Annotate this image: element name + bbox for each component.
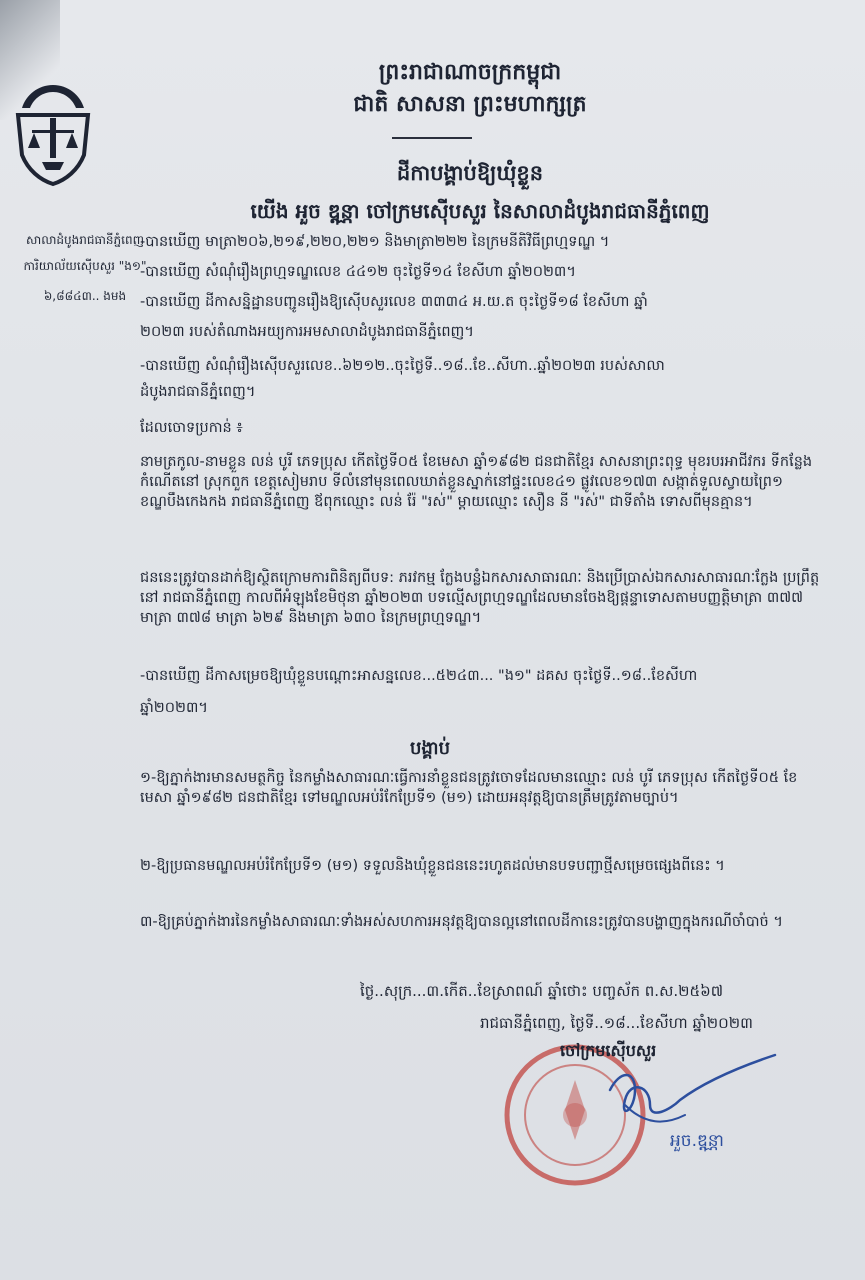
order-item-1: ១-ឱ្យភ្នាក់ងារមានសមត្ថកិច្ច នៃកម្លាំងសាធារណៈធ្វើការនាំខ្លួនជនត្រូវចោទដែលមានឈ្មោះ លន់ បូរី ភេទប្រុស កើតថ្ងៃទី០៥ ខែមេសា ឆ្នាំ១៩៨២ ជនជាតិខ្មែរ ទៅមណ្ឌលអប់រំកែប្រែទី១ (ម១) ដោយអនុវត្តឱ្យបានត្រឹមត្រូវតាមច្បាប់។ bbox=[140, 770, 798, 806]
org-office: ការិយាល័យស៊ើបសួរ "ង១" bbox=[23, 259, 147, 273]
seen-detention-order-cont: ឆ្នាំ២០២៣។ bbox=[140, 700, 208, 716]
issuer-line: យើង អួច ឌុន្ណា ចៅក្រមស៊ើបសួរ នៃសាលាដំបូងរាជធានីភ្នំពេញ bbox=[250, 199, 710, 223]
order-item-2: ២-ឱ្យប្រធានមណ្ឌលអប់រំកែប្រែទី១ (ម១) ទទួលនិងឃុំខ្លួនជននេះរហូតដល់មានបទបញ្ជាថ្មីសម្រេចផ្សេងពីនេះ ។ bbox=[140, 858, 725, 874]
seen-prosecutor-order-cont: ២០២៣ របស់តំណាងអយ្យការអមសាលាដំបូងរាជធានីភ្នំពេញ។ bbox=[140, 324, 474, 340]
seen-investigation-file-cont: ដំបូងរាជធានីភ្នំពេញ។ bbox=[140, 384, 256, 400]
seen-prosecutor-order: -បានឃើញ ដីកាសន្និដ្ឋានបញ្ជូនរឿងឱ្យស៊ើបសួរលេខ ៣៣៣៤ អ.យ.ត ចុះថ្ងៃទី១៨ ខែសីហា ឆ្នាំ bbox=[140, 294, 648, 310]
charges-paragraph: ជននេះត្រូវបានដាក់ឱ្យស្ថិតក្រោមការពិនិត្យពីបទ: ភរវកម្ម ក្លែងបន្លំឯកសារសាធារណៈ និងប្រើប្រាស់ឯកសារសាធារណៈក្លែង ប្រព្រឹត្តនៅ រាជធានីភ្នំពេញ កាលពីអំឡុងខែមិថុនា ឆ្នាំ២០២៣ បទល្មើសព្រហ្មទណ្ឌដែលមានចែងឱ្យផ្តន្ទាទោសតាមបញ្ញត្តិមាត្រា ៣៧៧ មាត្រា ៣៧៨ មាត្រា ៦២៩ និងមាត្រា ៦៣០ នៃក្រមព្រហ្មទណ្ឌ។ bbox=[140, 570, 820, 626]
motto-line: ជាតិ សាសនា ព្រះមហាក្សត្រ bbox=[353, 92, 587, 117]
header-divider bbox=[392, 137, 472, 139]
lunar-date: ថ្ងៃ..សុក្រ...៣.កើត..ខែស្រាពណ៍ ឆ្នាំថោះ បញ្ចស័ក ព.ស.២៥៦៧ bbox=[360, 982, 724, 1000]
accused-details: នាមត្រកូល-នាមខ្លួន លន់ បូរី ភេទប្រុស កើតថ្ងៃទី០៥ ខែមេសា ឆ្នាំ១៩៨២ ជនជាតិខ្មែរ សាសនាព្រះពុទ្ធ មុខរបរអាជីវករ ទីកន្លែងកំណើតនៅ ស្រុកពួក ខេត្តសៀមរាប ទីលំនៅមុនពេលឃាត់ខ្លួនស្នាក់នៅផ្ទះលេខ៤១ ផ្លូវលេខ១៧៣ សង្កាត់ទួលស្វាយព្រៃ១ ខណ្ឌបឹងកេងកង រាជធានីភ្នំពេញ ឪពុកឈ្មោះ លន់ រ៉ែ "រស់" ម្តាយឈ្មោះ សឿន នី "រស់" ជាទីតាំង ទោសពីមុនគ្មាន។ bbox=[140, 454, 813, 510]
court-emblem-icon bbox=[8, 80, 98, 190]
seen-investigation-file: -បានឃើញ សំណុំរឿងស៊ើបសួរលេខ..៦២១២..ចុះថ្ងៃទី..១៨..ខែ..សីហា..ឆ្នាំ២០២៣ របស់សាលា bbox=[140, 358, 665, 374]
signer-title: ចៅក្រមស៊ើបសួរ bbox=[560, 1041, 657, 1060]
org-name: សាលាដំបូងរាជធានីភ្នំពេញ bbox=[25, 233, 145, 247]
order-item-3: ៣-ឱ្យគ្រប់ភ្នាក់ងារនៃកម្លាំងសាធារណៈទាំងអស់សហការអនុវត្តឱ្យបានល្អនៅពេលដីកានេះត្រូវបានបង្ហាញក្នុងករណីចាំបាច់ ។ bbox=[140, 914, 783, 930]
seen-case-file: -បានឃើញ សំណុំរឿងព្រហ្មទណ្ឌលេខ ៤៤១២ ចុះថ្ងៃទី១៤ ខែសីហា ឆ្នាំ២០២៣។ bbox=[140, 264, 576, 280]
issue-date: រាជធានីភ្នំពេញ, ថ្ងៃទី..១៨...ខែសីហា ឆ្នាំ២០២៣ bbox=[480, 1014, 753, 1032]
handwritten-signature-icon bbox=[590, 1050, 790, 1140]
document-title: ដីកាបង្គាប់ឱ្យឃុំខ្លួន bbox=[396, 161, 544, 185]
signer-name: អួច.ឌុន្ណា bbox=[670, 1131, 724, 1151]
accused-intro: ដែលចោទប្រកាន់ ៖ bbox=[140, 420, 243, 436]
seen-detention-order: -បានឃើញ ដីកាសម្រេចឱ្យឃុំខ្លួនបណ្តោះអាសន្នលេខ...៥២៤៣... "ង១" ដគស ចុះថ្ងៃទី..១៨..ខែសីហា bbox=[140, 668, 698, 684]
kingdom-line: ព្រះរាជាណាចក្រកម្ពុជា bbox=[378, 60, 562, 85]
order-heading: បង្គាប់ bbox=[410, 738, 450, 759]
org-number: ៦,៨៨៤៣.. ងមង bbox=[43, 289, 127, 303]
seen-article: -បានឃើញ មាត្រា២០៦,២១៩,២២០,២២១ និងមាត្រា២២២ នៃក្រមនីតិវិធីព្រហ្មទណ្ឌ ។ bbox=[140, 234, 610, 250]
